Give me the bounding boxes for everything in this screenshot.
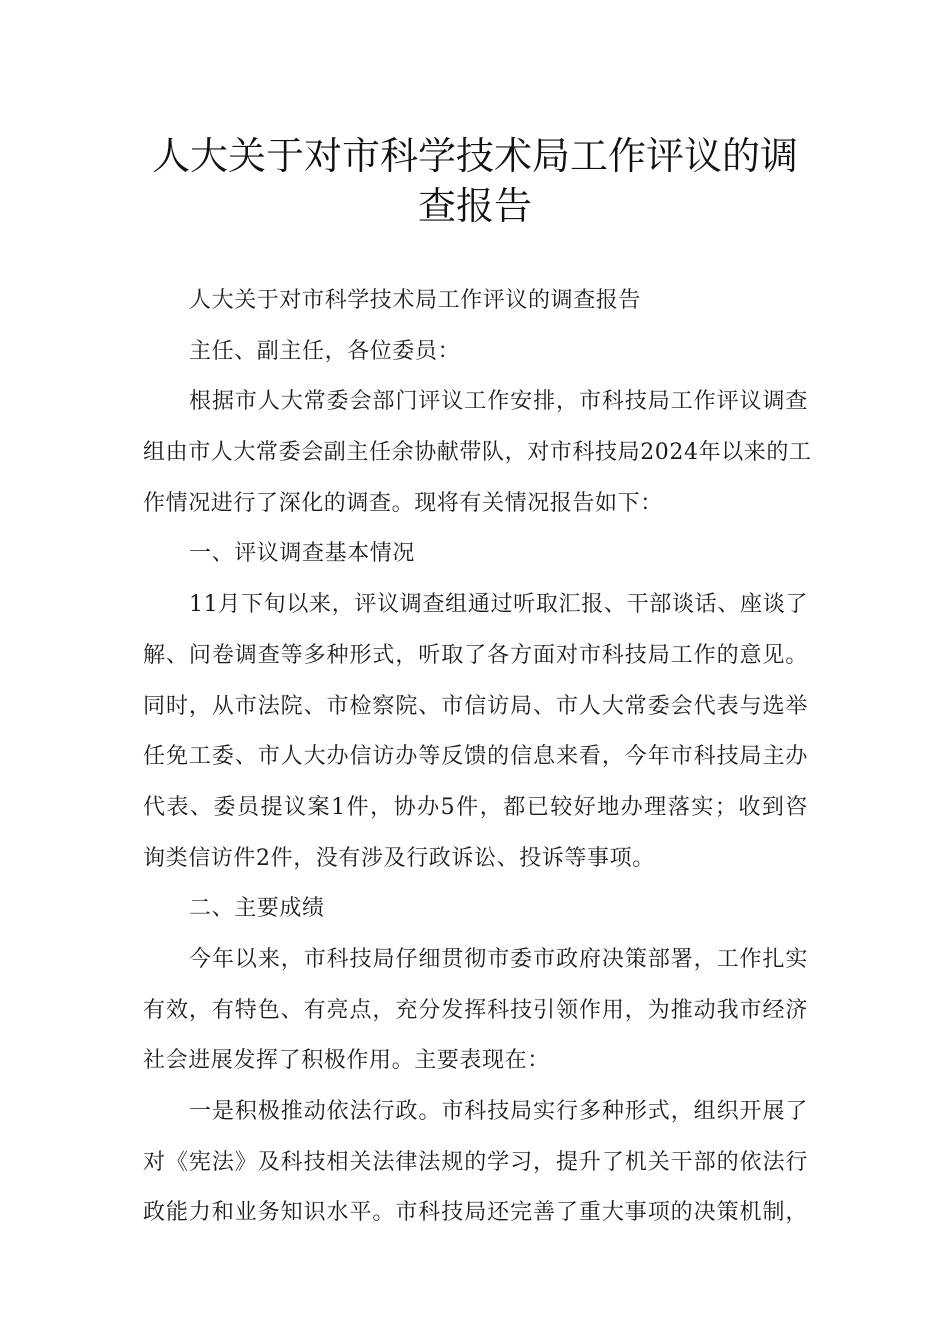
paragraph-line: 询类信访件2件，没有涉及行政诉讼、投诉等事项。 (143, 845, 655, 871)
section-heading: 二、主要成绩 (189, 896, 325, 922)
paragraph-line: 解、问卷调查等多种形式，听取了各方面对市科技局工作的意见。 (143, 642, 808, 668)
section-heading: 一、评议调查基本情况 (189, 541, 416, 567)
paragraph-line: 社会进展发挥了积极作用。主要表现在： (143, 1048, 550, 1074)
document-title-line-2: 查报告 (417, 184, 532, 228)
paragraph-line: 作情况进行了深化的调查。现将有关情况报告如下： (143, 490, 663, 516)
paragraph-line: 有效，有特色、有亮点，充分发挥科技引领作用，为推动我市经济 (143, 997, 808, 1023)
paragraph-line: 一是积极推动依法行政。市科技局实行多种形式，组织开展了 (189, 1099, 808, 1124)
paragraph-line: 代表、委员提议案1件，协办5件，都已较好地办理落实；收到咨 (143, 794, 808, 820)
paragraph-line: 组由市人大常委会副主任余协献带队，对市科技局2024年以来的工 (143, 440, 812, 466)
paragraph-line: 任免工委、市人大办信访办等反馈的信息来看，今年市科技局主办 (143, 744, 808, 770)
paragraph-line: 政能力和业务知识水平。市科技局还完善了重大事项的决策机制， (143, 1200, 808, 1226)
paragraph-line: 同时，从市法院、市检察院、市信访局、市人大常委会代表与选举 (143, 693, 808, 719)
document-body (143, 281, 812, 1244)
salutation-line: 主任、副主任，各位委员： (189, 338, 461, 364)
paragraph-line: 11月下旬以来，评议调查组通过听取汇报、干部谈话、座谈了 (189, 592, 808, 618)
document-title-line-1: 人大关于对市科学技术局工作评议的调 (151, 134, 798, 178)
subtitle-line: 人大关于对市科学技术局工作评议的调查报告 (189, 288, 642, 313)
paragraph-line: 根据市人大常委会部门评议工作安排，市科技局工作评议调查 (189, 389, 808, 415)
paragraph-line: 今年以来，市科技局仔细贯彻市委市政府决策部署，工作扎实 (189, 946, 808, 972)
paragraph-line: 对《宪法》及科技相关法律法规的学习，提升了机关干部的依法行 (143, 1149, 808, 1175)
